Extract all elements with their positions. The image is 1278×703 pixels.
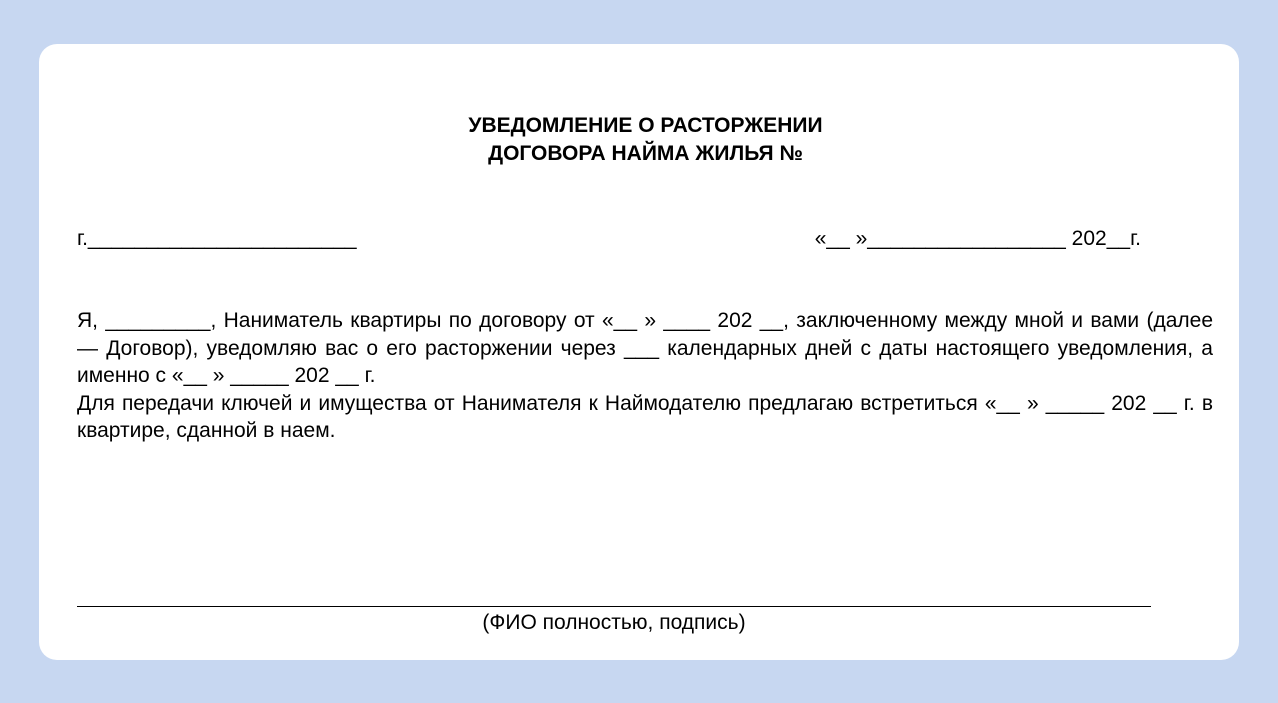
date-field: «__ »_________________ 202__г. xyxy=(814,227,1141,250)
document-title xyxy=(39,112,1252,168)
place-field: г._______________________ xyxy=(77,227,357,250)
signature-caption: (ФИО полностью, подпись) xyxy=(482,611,746,634)
notice-body xyxy=(77,307,1213,445)
title-line-2: ДОГОВОРА НАЙМА ЖИЛЬЯ № xyxy=(488,142,803,165)
notice-paragraph-2: Для передачи ключей и имущества от Нанимателя к Наймодателю предлагаю встретиться «__ » _____ 202 __ г. в квартире, сданной в наем. xyxy=(77,391,1213,442)
signature-line xyxy=(77,606,1151,607)
notice-paragraph-1: Я, _________, Наниматель квартиры по договору от «__ » ____ 202 __, заключенному между мной и вами (далее — Договор), уведомляю вас о его расторжении через ___ календарных дней с даты настоящего уведомления, а именно с «__ » _____ 202 __ г. xyxy=(77,309,1213,387)
document-card xyxy=(39,44,1239,660)
title-line-1: УВЕДОМЛЕНИЕ О РАСТОРЖЕНИИ xyxy=(468,114,823,137)
place-date-row xyxy=(77,225,1141,255)
